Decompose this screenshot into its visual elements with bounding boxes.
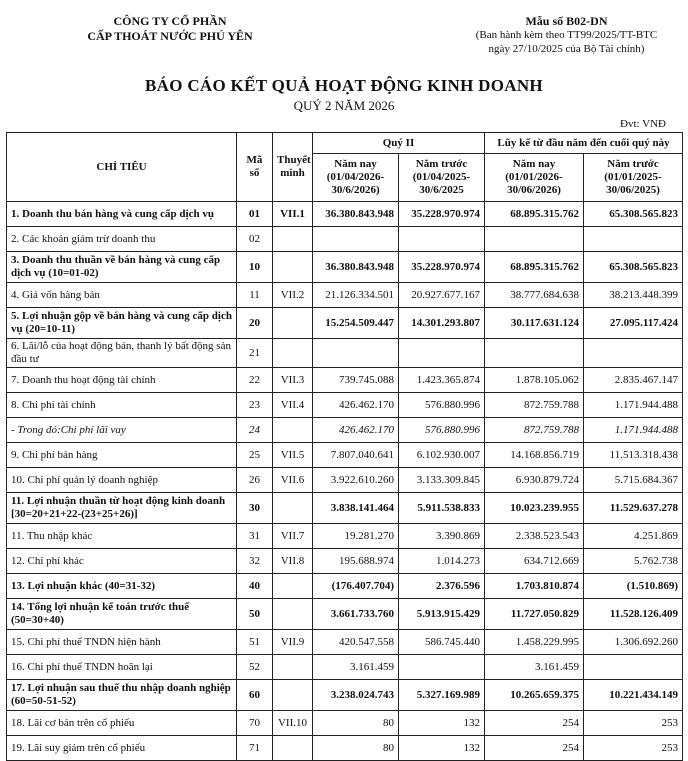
row-ytd-this-year: 10.023.239.955 bbox=[485, 493, 584, 524]
table-row bbox=[7, 599, 683, 630]
row-code: 40 bbox=[237, 574, 273, 599]
row-note bbox=[273, 339, 313, 368]
row-ytd-prev-year bbox=[584, 655, 683, 680]
row-note: VII.6 bbox=[273, 468, 313, 493]
row-ytd-prev-year: 1.306.692.260 bbox=[584, 630, 683, 655]
row-code: 50 bbox=[237, 599, 273, 630]
col-quarter-prev-year: Năm trước (01/04/2025-30/6/2025 bbox=[399, 154, 485, 202]
row-indicator: 2. Các khoản giảm trừ doanh thu bbox=[7, 227, 237, 252]
row-quarter-prev-year bbox=[399, 339, 485, 368]
row-quarter-prev-year: 2.376.596 bbox=[399, 574, 485, 599]
row-ytd-prev-year: 38.213.448.399 bbox=[584, 283, 683, 308]
row-note: VII.10 bbox=[273, 711, 313, 736]
row-quarter-this-year: 3.922.610.260 bbox=[313, 468, 399, 493]
row-quarter-prev-year: 132 bbox=[399, 711, 485, 736]
row-indicator: 3. Doanh thu thuần về bán hàng và cung cấp dịch vụ (10=01-02) bbox=[7, 252, 237, 283]
row-ytd-this-year: 1.878.105.062 bbox=[485, 368, 584, 393]
table-row bbox=[7, 630, 683, 655]
row-ytd-prev-year: 4.251.869 bbox=[584, 524, 683, 549]
row-quarter-prev-year: 1.423.365.874 bbox=[399, 368, 485, 393]
row-code: 30 bbox=[237, 493, 273, 524]
row-note: VII.7 bbox=[273, 524, 313, 549]
row-note bbox=[273, 308, 313, 339]
table-row bbox=[7, 443, 683, 468]
row-code: 10 bbox=[237, 252, 273, 283]
row-indicator: 11. Lợi nhuận thuần từ hoạt động kinh doanh [30=20+21+22-(23+25+26)] bbox=[7, 493, 237, 524]
company-line-2: CẤP THOÁT NƯỚC PHÚ YÊN bbox=[87, 29, 253, 43]
row-quarter-this-year: 15.254.509.447 bbox=[313, 308, 399, 339]
table-row bbox=[7, 736, 683, 761]
row-code: 22 bbox=[237, 368, 273, 393]
row-quarter-prev-year: 5.911.538.833 bbox=[399, 493, 485, 524]
row-code: 24 bbox=[237, 418, 273, 443]
row-ytd-prev-year: 253 bbox=[584, 736, 683, 761]
col-ytd-prev-year: Năm trước (01/01/2025-30/06/2025) bbox=[584, 154, 683, 202]
row-ytd-this-year: 3.161.459 bbox=[485, 655, 584, 680]
row-indicator: 13. Lợi nhuận khác (40=31-32) bbox=[7, 574, 237, 599]
row-quarter-prev-year: 35.228.970.974 bbox=[399, 252, 485, 283]
col-ytd-this-year: Năm nay (01/01/2026-30/06/2026) bbox=[485, 154, 584, 202]
row-note bbox=[273, 655, 313, 680]
row-ytd-prev-year: 27.095.117.424 bbox=[584, 308, 683, 339]
table-row bbox=[7, 283, 683, 308]
row-quarter-this-year: 426.462.170 bbox=[313, 393, 399, 418]
row-ytd-this-year: 872.759.788 bbox=[485, 418, 584, 443]
row-indicator: 7. Doanh thu hoạt động tài chính bbox=[7, 368, 237, 393]
row-indicator: 15. Chi phí thuế TNDN hiện hành bbox=[7, 630, 237, 655]
row-ytd-prev-year: 11.528.126.409 bbox=[584, 599, 683, 630]
table-row bbox=[7, 308, 683, 339]
row-indicator: 9. Chi phí bán hàng bbox=[7, 443, 237, 468]
col-indicator: CHỈ TIÊU bbox=[7, 133, 237, 202]
row-code: 20 bbox=[237, 308, 273, 339]
table-row bbox=[7, 711, 683, 736]
row-indicator: 8. Chi phí tài chính bbox=[7, 393, 237, 418]
row-ytd-this-year: 30.117.631.124 bbox=[485, 308, 584, 339]
row-ytd-prev-year: 65.308.565.823 bbox=[584, 202, 683, 227]
row-quarter-this-year: 420.547.558 bbox=[313, 630, 399, 655]
row-ytd-prev-year bbox=[584, 227, 683, 252]
table-row bbox=[7, 468, 683, 493]
table-row bbox=[7, 574, 683, 599]
table-row bbox=[7, 393, 683, 418]
row-note bbox=[273, 418, 313, 443]
company-name bbox=[60, 14, 280, 44]
row-code: 25 bbox=[237, 443, 273, 468]
row-code: 01 bbox=[237, 202, 273, 227]
form-reference bbox=[459, 14, 674, 56]
row-quarter-this-year: 195.688.974 bbox=[313, 549, 399, 574]
row-quarter-this-year: 80 bbox=[313, 736, 399, 761]
row-quarter-this-year: 739.745.088 bbox=[313, 368, 399, 393]
row-quarter-this-year: 3.161.459 bbox=[313, 655, 399, 680]
row-ytd-prev-year: 65.308.565.823 bbox=[584, 252, 683, 283]
row-code: 70 bbox=[237, 711, 273, 736]
row-note: VII.1 bbox=[273, 202, 313, 227]
row-quarter-prev-year: 132 bbox=[399, 736, 485, 761]
row-indicator: 10. Chi phí quản lý doanh nghiệp bbox=[7, 468, 237, 493]
row-ytd-prev-year bbox=[584, 339, 683, 368]
document-header bbox=[0, 14, 688, 74]
row-ytd-prev-year: 253 bbox=[584, 711, 683, 736]
row-code: 23 bbox=[237, 393, 273, 418]
col-code: Mã số bbox=[237, 133, 273, 202]
row-indicator: 12. Chi phí khác bbox=[7, 549, 237, 574]
table-row bbox=[7, 680, 683, 711]
row-ytd-this-year: 254 bbox=[485, 711, 584, 736]
row-quarter-this-year: (176.407.704) bbox=[313, 574, 399, 599]
company-line-1: CÔNG TY CỔ PHẦN bbox=[113, 14, 227, 28]
row-ytd-this-year: 1.458.229.995 bbox=[485, 630, 584, 655]
table-row bbox=[7, 524, 683, 549]
row-quarter-prev-year: 576.880.996 bbox=[399, 393, 485, 418]
row-code: 71 bbox=[237, 736, 273, 761]
row-code: 60 bbox=[237, 680, 273, 711]
row-quarter-prev-year: 3.390.869 bbox=[399, 524, 485, 549]
row-ytd-this-year: 872.759.788 bbox=[485, 393, 584, 418]
row-indicator: 14. Tổng lợi nhuận kế toán trước thuế (50=30+40) bbox=[7, 599, 237, 630]
row-ytd-this-year: 11.727.050.829 bbox=[485, 599, 584, 630]
row-quarter-this-year: 7.807.040.641 bbox=[313, 443, 399, 468]
row-quarter-prev-year: 20.927.677.167 bbox=[399, 283, 485, 308]
col-group-ytd: Lũy kế từ đầu năm đến cuối quý này bbox=[485, 133, 683, 154]
row-indicator: 11. Thu nhập khác bbox=[7, 524, 237, 549]
row-ytd-this-year bbox=[485, 227, 584, 252]
row-ytd-this-year: 68.895.315.762 bbox=[485, 252, 584, 283]
row-ytd-this-year bbox=[485, 339, 584, 368]
table-row bbox=[7, 549, 683, 574]
row-code: 11 bbox=[237, 283, 273, 308]
row-quarter-prev-year: 35.228.970.974 bbox=[399, 202, 485, 227]
table-row bbox=[7, 418, 683, 443]
row-quarter-prev-year bbox=[399, 655, 485, 680]
row-code: 21 bbox=[237, 339, 273, 368]
row-indicator: 1. Doanh thu bán hàng và cung cấp dịch vụ bbox=[7, 202, 237, 227]
row-indicator: - Trong đó:Chi phí lãi vay bbox=[7, 418, 237, 443]
table-row bbox=[7, 655, 683, 680]
row-note bbox=[273, 680, 313, 711]
form-line-1: (Ban hành kèm theo TT99/2025/TT-BTC bbox=[475, 29, 658, 41]
row-note bbox=[273, 252, 313, 283]
col-note: Thuyết minh bbox=[273, 133, 313, 202]
form-line-2: ngày 27/10/2025 của Bộ Tài chính) bbox=[488, 43, 645, 55]
row-quarter-prev-year: 576.880.996 bbox=[399, 418, 485, 443]
row-ytd-this-year: 14.168.856.719 bbox=[485, 443, 584, 468]
row-indicator: 6. Lãi/lỗ của hoạt động bán, thanh lý bất động sản đầu tư bbox=[7, 339, 237, 368]
row-quarter-this-year: 3.661.733.760 bbox=[313, 599, 399, 630]
row-note: VII.3 bbox=[273, 368, 313, 393]
row-note bbox=[273, 493, 313, 524]
row-ytd-this-year: 254 bbox=[485, 736, 584, 761]
row-quarter-this-year: 19.281.270 bbox=[313, 524, 399, 549]
row-code: 32 bbox=[237, 549, 273, 574]
row-code: 26 bbox=[237, 468, 273, 493]
row-ytd-this-year: 2.338.523.543 bbox=[485, 524, 584, 549]
row-ytd-prev-year: 2.835.467.147 bbox=[584, 368, 683, 393]
row-ytd-this-year: 68.895.315.762 bbox=[485, 202, 584, 227]
row-quarter-prev-year: 3.133.309.845 bbox=[399, 468, 485, 493]
row-ytd-prev-year: 10.221.434.149 bbox=[584, 680, 683, 711]
row-quarter-this-year: 36.380.843.948 bbox=[313, 252, 399, 283]
table-row bbox=[7, 227, 683, 252]
row-indicator: 17. Lợi nhuận sau thuế thu nhập doanh nghiệp (60=50-51-52) bbox=[7, 680, 237, 711]
row-indicator: 18. Lãi cơ bản trên cổ phiếu bbox=[7, 711, 237, 736]
row-ytd-prev-year: 5.715.684.367 bbox=[584, 468, 683, 493]
col-group-quarter: Quý II bbox=[313, 133, 485, 154]
table-row bbox=[7, 252, 683, 283]
row-code: 51 bbox=[237, 630, 273, 655]
table-row bbox=[7, 368, 683, 393]
row-ytd-this-year: 6.930.879.724 bbox=[485, 468, 584, 493]
row-quarter-this-year: 3.238.024.743 bbox=[313, 680, 399, 711]
income-statement-table bbox=[6, 132, 683, 761]
row-indicator: 4. Giá vốn hàng bán bbox=[7, 283, 237, 308]
row-indicator: 5. Lợi nhuận gộp về bán hàng và cung cấp dịch vụ (20=10-11) bbox=[7, 308, 237, 339]
row-note bbox=[273, 574, 313, 599]
row-quarter-prev-year: 5.327.169.989 bbox=[399, 680, 485, 711]
row-quarter-prev-year bbox=[399, 227, 485, 252]
row-quarter-this-year: 21.126.334.501 bbox=[313, 283, 399, 308]
row-quarter-prev-year: 14.301.293.807 bbox=[399, 308, 485, 339]
table-row bbox=[7, 339, 683, 368]
row-code: 02 bbox=[237, 227, 273, 252]
form-code: Mẫu số B02-DN bbox=[525, 14, 608, 28]
row-ytd-prev-year: 11.513.318.438 bbox=[584, 443, 683, 468]
row-quarter-this-year bbox=[313, 339, 399, 368]
row-quarter-this-year: 36.380.843.948 bbox=[313, 202, 399, 227]
row-ytd-prev-year: 11.529.637.278 bbox=[584, 493, 683, 524]
row-indicator: 19. Lãi suy giảm trên cổ phiếu bbox=[7, 736, 237, 761]
row-ytd-this-year: 10.265.659.375 bbox=[485, 680, 584, 711]
report-title: BÁO CÁO KẾT QUẢ HOẠT ĐỘNG KINH DOANH bbox=[145, 76, 543, 95]
row-quarter-this-year: 80 bbox=[313, 711, 399, 736]
row-ytd-this-year: 634.712.669 bbox=[485, 549, 584, 574]
row-quarter-this-year: 3.838.141.464 bbox=[313, 493, 399, 524]
row-ytd-prev-year: (1.510.869) bbox=[584, 574, 683, 599]
row-ytd-prev-year: 1.171.944.488 bbox=[584, 393, 683, 418]
row-ytd-prev-year: 1.171.944.488 bbox=[584, 418, 683, 443]
row-note bbox=[273, 227, 313, 252]
table-row bbox=[7, 493, 683, 524]
row-code: 31 bbox=[237, 524, 273, 549]
row-quarter-this-year bbox=[313, 227, 399, 252]
row-note: VII.9 bbox=[273, 630, 313, 655]
row-quarter-prev-year: 6.102.930.007 bbox=[399, 443, 485, 468]
row-note bbox=[273, 736, 313, 761]
row-note bbox=[273, 599, 313, 630]
row-note: VII.4 bbox=[273, 393, 313, 418]
row-ytd-this-year: 38.777.684.638 bbox=[485, 283, 584, 308]
row-indicator: 16. Chi phí thuế TNDN hoãn lại bbox=[7, 655, 237, 680]
row-note: VII.8 bbox=[273, 549, 313, 574]
row-ytd-prev-year: 5.762.738 bbox=[584, 549, 683, 574]
row-note: VII.2 bbox=[273, 283, 313, 308]
row-code: 52 bbox=[237, 655, 273, 680]
row-quarter-prev-year: 5.913.915.429 bbox=[399, 599, 485, 630]
row-quarter-prev-year: 1.014.273 bbox=[399, 549, 485, 574]
row-quarter-this-year: 426.462.170 bbox=[313, 418, 399, 443]
col-quarter-this-year: Năm nay (01/04/2026-30/6/2026) bbox=[313, 154, 399, 202]
row-ytd-this-year: 1.703.810.874 bbox=[485, 574, 584, 599]
table-row bbox=[7, 202, 683, 227]
currency-unit: Đvt: VNĐ bbox=[620, 118, 666, 130]
row-note: VII.5 bbox=[273, 443, 313, 468]
row-quarter-prev-year: 586.745.440 bbox=[399, 630, 485, 655]
report-period: QUÝ 2 NĂM 2026 bbox=[293, 98, 395, 113]
